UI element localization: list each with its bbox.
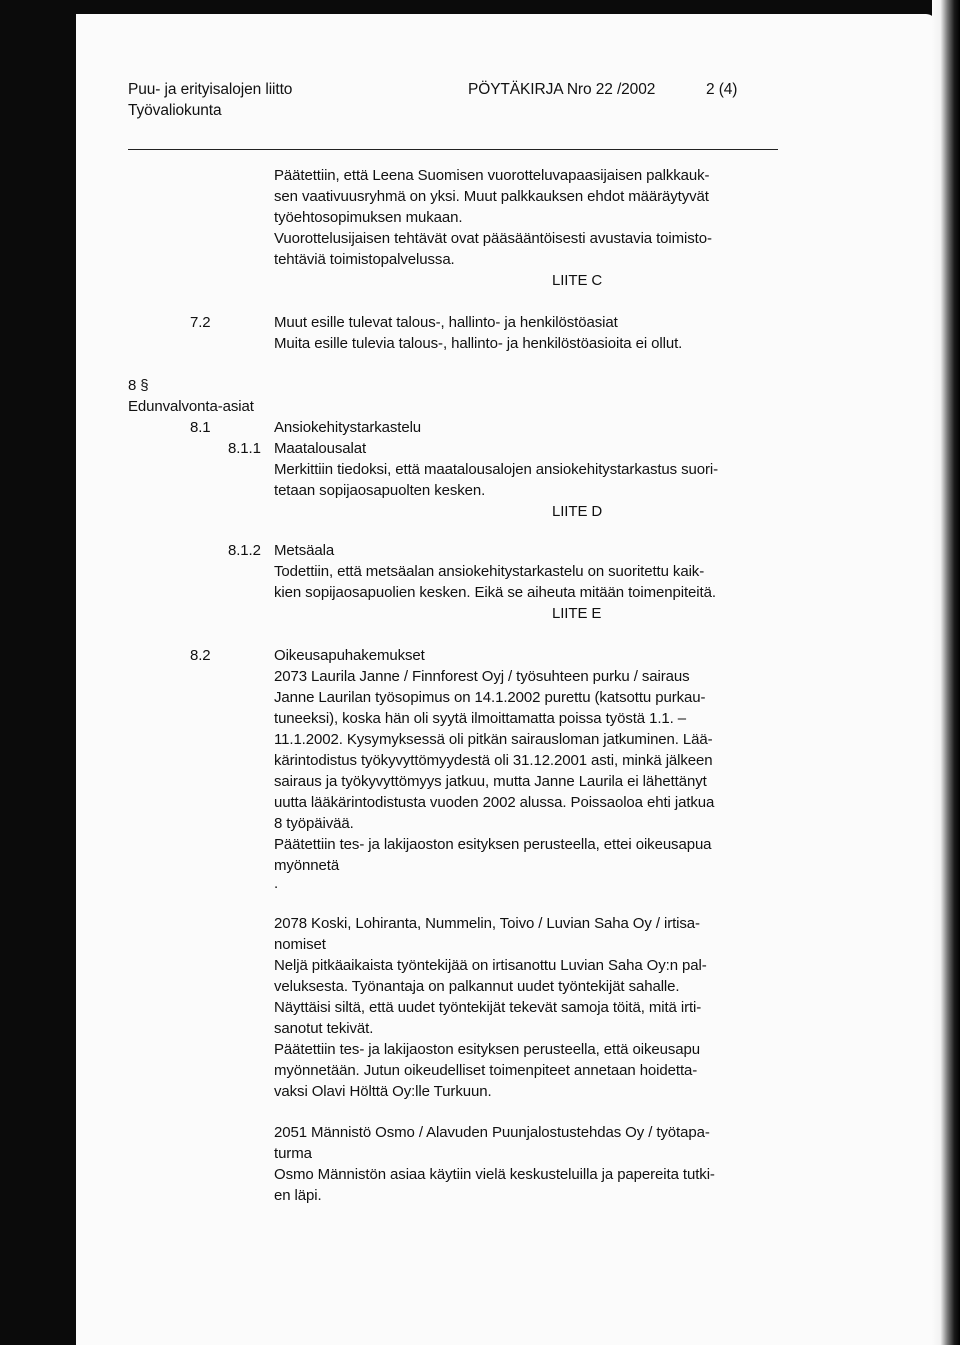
section-8-1-title: Ansiokehitystarkastelu	[274, 419, 422, 436]
section-7-2-number: 7.2	[190, 314, 211, 331]
case-2078-line: myönnetään. Jutun oikeudelliset toimenpiteet annetaan hoidetta-	[274, 1062, 698, 1079]
intro-line: sen vaativuusryhmä on yksi. Muut palkkauksen ehdot määräytyvät	[274, 188, 709, 205]
case-2073-line: myönnetä	[274, 857, 340, 874]
case-2078-line: nomiset	[274, 936, 326, 953]
case-2078-line: vaksi Olavi Hölttä Oy:lle Turkuun.	[274, 1083, 492, 1100]
attachment-c-label: LIITE C	[552, 272, 603, 289]
case-2078-line: veluksesta. Työnantaja on palkannut uudet työntekijät sahalle.	[274, 978, 680, 995]
intro-line: työehtosopimuksen mukaan.	[274, 209, 463, 226]
section-8-number: 8 §	[128, 377, 149, 394]
section-8-1-number: 8.1	[190, 419, 211, 436]
case-2078-line: Neljä pitkäaikaista työntekijää on irtisanottu Luvian Saha Oy:n pal-	[274, 957, 707, 974]
section-8-title: Edunvalvonta-asiat	[128, 398, 254, 415]
section-8-1-2-title: Metsäala	[274, 542, 335, 559]
case-2073-line: 8 työpäivää.	[274, 815, 354, 832]
case-2073-line: uutta lääkärintodistusta vuoden 2002 alussa. Poissaoloa ehti jatkua	[274, 794, 715, 811]
section-8-2-number: 8.2	[190, 647, 211, 664]
page-number: 2 (4)	[706, 81, 738, 98]
intro-line: tehtäviä toimistopalvelussa.	[274, 251, 455, 268]
section-8-1-2-line: Todettiin, että metsäalan ansiokehitystarkastelu on suoritettu kaik-	[274, 563, 705, 580]
section-8-1-1-line: Merkittiin tiedoksi, että maatalousalojen ansiokehitystarkastus suori-	[274, 461, 719, 478]
section-8-1-2-line: kien sopijaosapuolien kesken. Eikä se aiheuta mitään toimenpiteitä.	[274, 584, 716, 601]
case-2073-line: tuneeksi), koska hän oli syytä ilmoittamatta poissa työstä 1.1. –	[274, 710, 687, 727]
case-2073-line: sairaus ja työkyvyttömyys jatkuu, mutta Janne Laurila ei lähettänyt	[274, 773, 707, 790]
case-2051-line: 2051 Männistö Osmo / Alavuden Puunjalostustehdas Oy / työtapa-	[274, 1124, 710, 1141]
committee-name: Työvaliokunta	[128, 102, 222, 119]
case-2073-line: 11.1.2002. Kysymyksessä oli pitkän sairausloman jatkuminen. Lää-	[274, 731, 713, 748]
page-edge-shadow	[932, 0, 960, 1345]
section-8-1-2-number: 8.1.2	[228, 542, 261, 559]
intro-line: Vuorottelusijaisen tehtävät ovat pääsääntöisesti avustavia toimisto-	[274, 230, 712, 247]
case-2073-line: Päätettiin tes- ja lakijaoston esityksen perusteella, ettei oikeusapua	[274, 836, 712, 853]
case-2078-line: sanotut tekivät.	[274, 1020, 374, 1037]
case-2051-line: Osmo Männistön asiaa käytiin vielä keskusteluilla ja papereita tutki-	[274, 1166, 715, 1183]
section-8-1-1-number: 8.1.1	[228, 440, 261, 457]
section-7-2-title: Muut esille tulevat talous-, hallinto- ja henkilöstöasiat	[274, 314, 618, 331]
attachment-d-label: LIITE D	[552, 503, 603, 520]
case-2078-line: Päätettiin tes- ja lakijaoston esityksen perusteella, että oikeusapu	[274, 1041, 700, 1058]
section-8-1-1-line: tetaan sopijaosapuolten kesken.	[274, 482, 486, 499]
section-8-2-title: Oikeusapuhakemukset	[274, 647, 425, 664]
organization-name: Puu- ja erityisalojen liitto	[128, 81, 293, 98]
case-2078-line: Näyttäisi siltä, että uudet työntekijät tekevät samoja töitä, mitä irti-	[274, 999, 702, 1016]
case-2073-line: kärintodistus työkyvyttömyydestä oli 31.12.2001 asti, minkä jälkeen	[274, 752, 713, 769]
case-2051-line: turma	[274, 1145, 312, 1162]
header-rule	[128, 149, 778, 150]
attachment-e-label: LIITE E	[552, 605, 602, 622]
case-2073-line: Janne Laurilan työsopimus on 14.1.2002 purettu (katsottu purkau-	[274, 689, 706, 706]
case-2078-line: 2078 Koski, Lohiranta, Nummelin, Toivo / Luvian Saha Oy / irtisa-	[274, 915, 700, 932]
document-title: PÖYTÄKIRJA Nro 22 /2002	[468, 81, 656, 98]
case-2073-line: .	[274, 875, 279, 892]
section-8-1-1-title: Maatalousalat	[274, 440, 367, 457]
case-2051-line: en läpi.	[274, 1187, 322, 1204]
case-2073-line: 2073 Laurila Janne / Finnforest Oyj / työsuhteen purku / sairaus	[274, 668, 690, 685]
intro-line: Päätettiin, että Leena Suomisen vuorotteluvapaasijaisen palkkauk-	[274, 167, 710, 184]
section-7-2-text: Muita esille tulevia talous-, hallinto- ja henkilöstöasioita ei ollut.	[274, 335, 683, 352]
